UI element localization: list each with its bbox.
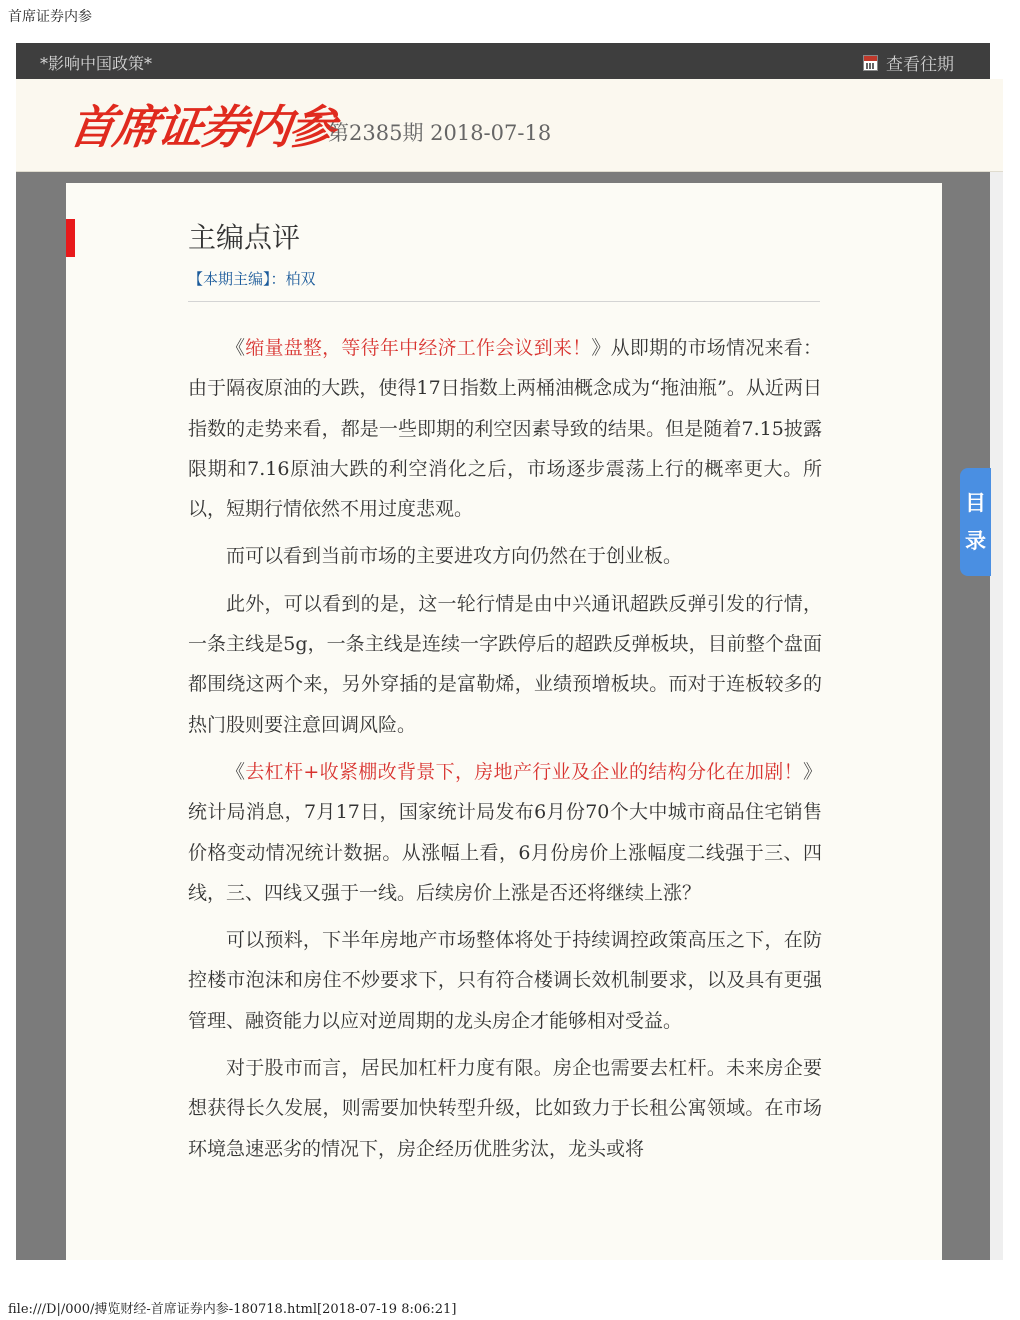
section-marker [66, 219, 75, 257]
headline-2: 去杠杆+收紧棚改背景下，房地产行业及企业的结构分化在加剧！ [245, 760, 803, 783]
browser-page-title: 首席证券内参 [8, 9, 92, 25]
slogan-text: *影响中国政策* [40, 54, 153, 73]
headline-1: 缩量盘整，等待年中经济工作会议到来！ [245, 337, 592, 359]
title-open-bracket: 《 [226, 760, 246, 783]
calendar-icon [863, 55, 878, 71]
history-link-label: 查看往期 [886, 55, 954, 75]
paragraph [188, 752, 822, 913]
toc-button[interactable] [960, 468, 991, 576]
paragraph-text: 从即期的市场情况来看：由于隔夜原油的大跌，使得17日指数上两桶油概念成为“拖油瓶”。从近两日指数的走势来看，都是一些即期的利空因素导致的结果。但是随着7.15披露限期和7.16原油大跌的利空消化之后，市场逐步震荡上行的概率更大。所以，短期行情依然不用过度悲观。 [188, 337, 822, 521]
toc-char: 目 [965, 490, 986, 515]
scroll-gutter [990, 172, 1003, 1260]
paragraph [188, 328, 822, 529]
paragraph: 此外，可以看到的是，这一轮行情是由中兴通讯超跌反弹引发的行情，一条主线是5g，一条主线是连续一字跌停后的超跌反弹板块，目前整个盘面都围绕这两个来，另外穿插的是富勒烯，业绩预增板块。而对于连板较多的热门股则要注意回调风险。 [188, 592, 822, 736]
title-close-bracket: 》 [802, 760, 822, 783]
paragraph: 而可以看到当前市场的主要进攻方向仍然在于创业板。 [226, 545, 683, 568]
top-bar [16, 43, 990, 79]
divider [188, 301, 820, 302]
toc-char: 录 [965, 528, 986, 553]
masthead [16, 79, 1003, 172]
history-link[interactable] [863, 50, 954, 75]
article-body [188, 328, 822, 1176]
title-close-bracket: 》 [591, 337, 611, 359]
paragraph-text: 统计局消息，7月17日，国家统计局发布6月份70个大中城市商品住宅销售价格变动情况统计数据。从涨幅上看，6月份房价上涨幅度二线强于三、四线，三、四线又强于一线。后续房价上涨是否还将继续上涨？ [188, 801, 822, 904]
paragraph: 对于股市而言，居民加杠杆力度有限。房企也需要去杠杆。未来房企要想获得长久发展，则需要加快转型升级，比如致力于长租公寓领域。在市场环境急速恶劣的情况下，房企经历优胜劣汰，龙头或将 [188, 1057, 822, 1160]
editor-line [188, 268, 316, 289]
editor-label: 【本期主编】： [188, 270, 286, 288]
section-title: 主编点评 [188, 221, 301, 254]
issue-info: 第2385期 2018-07-18 [328, 121, 552, 145]
editor-name[interactable]: 柏双 [285, 270, 316, 288]
title-open-bracket: 《 [226, 337, 246, 359]
paragraph: 可以预料，下半年房地产市场整体将处于持续调控政策高压之下，在防控楼市泡沫和房住不炒要求下，只有符合楼调长效机制要求，以及具有更强管理、融资能力以应对逆周期的龙头房企才能够相对受益。 [188, 929, 822, 1032]
footer-url: file:///D|/000/搏览财经-首席证券内参-180718.html[2018-07-19 8:06:21] [8, 1302, 457, 1317]
logo[interactable]: 首席证券内参 [65, 100, 338, 154]
